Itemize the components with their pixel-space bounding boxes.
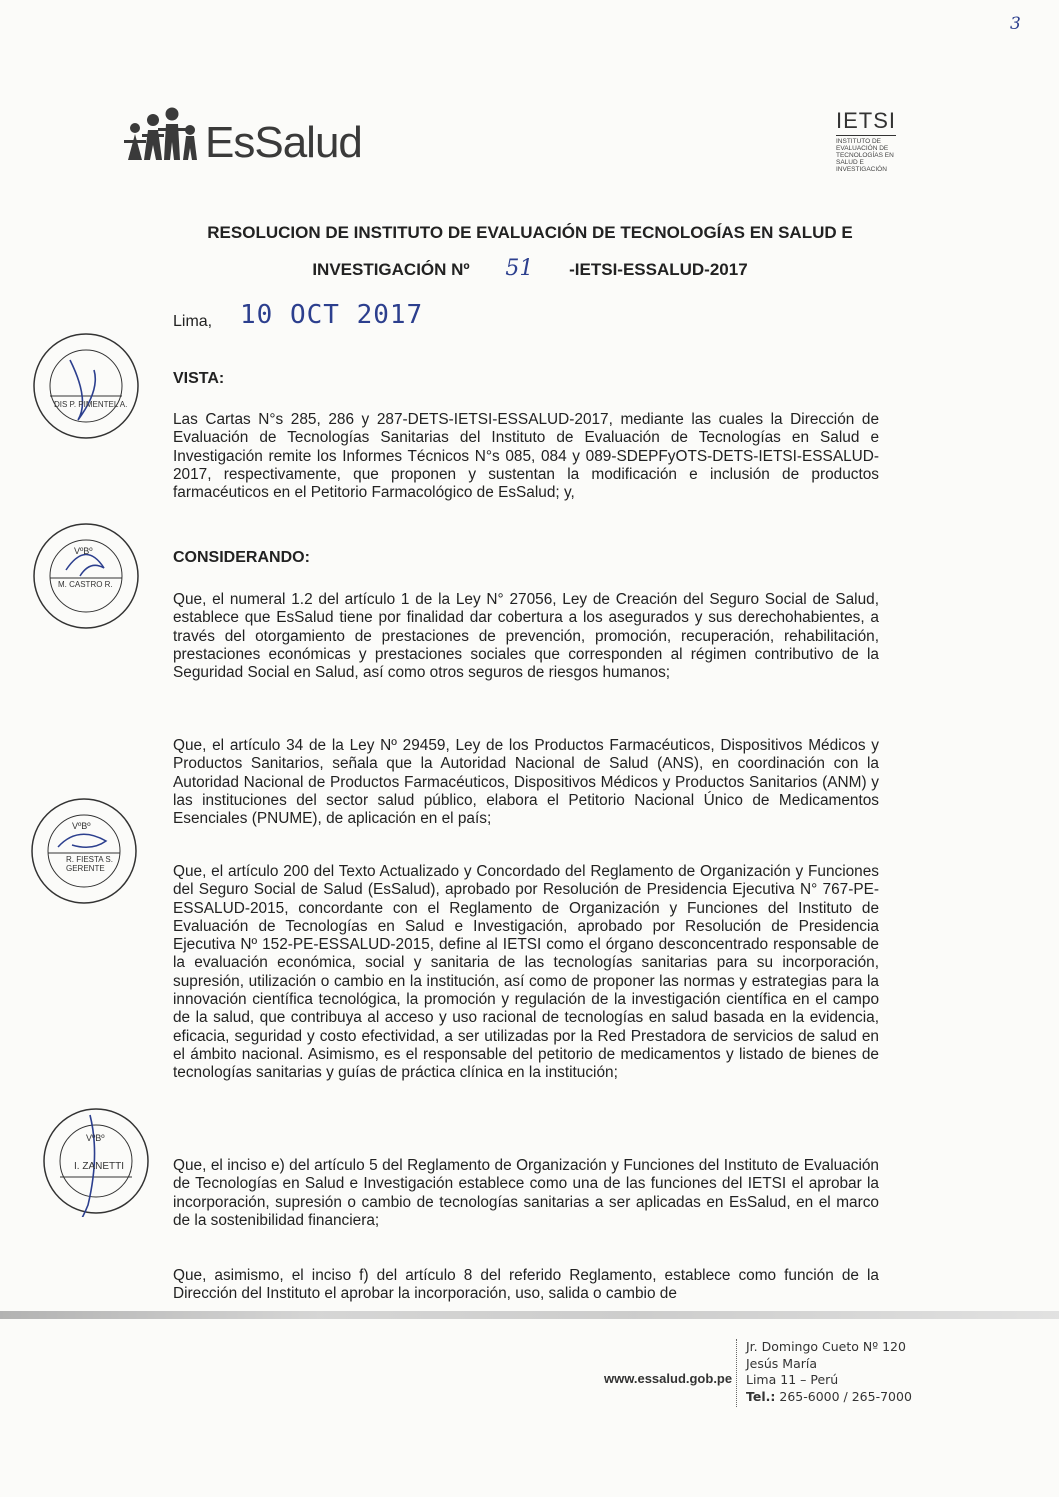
resolution-title-line2 <box>130 256 930 281</box>
stamp-castro-label: M. CASTRO R. <box>58 580 113 589</box>
footer-phone-label: Tel.: <box>746 1388 776 1404</box>
resolution-title-suffix: -IETSI-ESSALUD-2017 <box>569 260 748 279</box>
footer-website: www.essalud.gob.pe <box>604 1371 733 1386</box>
stamp-pimentel-label: DIS P. PIMENTEL A. <box>54 400 128 409</box>
footer-separator <box>736 1339 737 1407</box>
stamp-zanetti-label: I. ZANETTI <box>74 1161 124 1172</box>
footer-address-line3: Lima 11 – Perú <box>746 1372 839 1387</box>
footer-phone <box>746 1389 912 1406</box>
ietsi-logo-title: IETSI <box>836 108 896 136</box>
footer-address-line2: Jesús María <box>746 1355 818 1371</box>
stamp-zanetti-vobo: VºBº <box>86 1133 105 1143</box>
considerando-paragraph-2: Que, el artículo 34 de la Ley Nº 29459, Ley de los Productos Farmacéuticos, Dispositivos Médicos y Productos Sanitarios, señala que la Autoridad Nacional de Salud (ANS), en coordinación con la Autoridad Nacional de Productos Farmacéuticos, Dispositivos Médicos y Productos Sanitarios (ANM) y las instituciones del sector salud público, elabora el Petitorio Nacional Único de Medicamentos Esenciales (PNUME), de aplicación en el país; <box>173 737 879 828</box>
essalud-logo-text: EsSalud <box>205 118 362 167</box>
footer-address <box>746 1339 912 1405</box>
stamp-zanetti <box>40 1105 152 1217</box>
footer-phone-number: 265-6000 / 265-7000 <box>779 1388 912 1404</box>
stamp-fiesta <box>28 795 140 907</box>
stamp-fiesta-label: R. FIESTA S. GERENTE <box>66 855 113 873</box>
considerando-heading: CONSIDERANDO: <box>173 549 310 566</box>
vista-heading: VISTA: <box>173 370 225 387</box>
footer-divider <box>0 1311 1059 1319</box>
stamp-pimentel <box>30 330 142 442</box>
family-icon <box>120 100 210 170</box>
page-number: 3 <box>1010 14 1021 34</box>
considerando-paragraph-4: Que, el inciso e) del artículo 5 del Reglamento de Organización y Funciones del Instituto de Evaluación de Tecnologías en Salud e Investigación establece como una de las funciones del IETSI el aprobar la incorporación, supresión o cambio de tecnologías sanitarias a ser aplicadas en EsSalud, en el marco de la sostenibilidad financiera; <box>173 1157 879 1229</box>
resolution-title-line1: RESOLUCION DE INSTITUTO DE EVALUACIÓN DE TECNOLOGÍAS EN SALUD E <box>207 223 853 242</box>
resolution-number: 51 <box>505 256 534 281</box>
date-stamp: 10 OCT 2017 <box>240 300 424 330</box>
considerando-paragraph-5: Que, asimismo, el inciso f) del artículo 8 del referido Reglamento, establece como función de la Dirección del Instituto el aprobar la incorporación, uso, salida o cambio de <box>173 1267 879 1303</box>
ietsi-logo-subtitle: INSTITUTO DE EVALUACIÓN DE TECNOLOGÍAS EN SALUD E INVESTIGACIÓN <box>836 138 894 173</box>
stamp-castro-vobo: VºBº <box>74 546 93 556</box>
footer-address-line1: Jr. Domingo Cueto Nº 120 <box>746 1339 906 1354</box>
stamp-fiesta-vobo: VºBº <box>72 821 91 831</box>
place-label: Lima, <box>173 313 213 330</box>
stamp-castro <box>30 520 142 632</box>
considerando-paragraph-1: Que, el numeral 1.2 del artículo 1 de la Ley N° 27056, Ley de Creación del Seguro Social de Salud, establece que EsSalud tiene por finalidad dar cobertura a los asegurados y sus derechohabientes, a través del otorgamiento de prestaciones de prevención, promoción, recuperación, rehabilitación, prestaciones económicas y prestaciones sociales que corresponden al régimen contributivo de la Seguridad Social en Salud, así como otros seguros de riesgos humanos; <box>173 591 879 682</box>
ietsi-logo <box>836 108 926 178</box>
considerando-paragraph-3: Que, el artículo 200 del Texto Actualizado y Concordado del Reglamento de Organización y Funciones del Seguro Social de Salud (EsSalud), aprobado por Resolución de Presidencia Ejecutiva N° 767-PE-ESSALUD-2015, concordante con el Reglamento de Organización y Funciones del Instituto de Evaluación de Tecnologías en Salud e Investigación, aprobado por Resolución de Presidencia Ejecutiva Nº 152-PE-ESSALUD-2015, define al IETSI como el órgano desconcentrado responsable de la evaluación económica, social y sanitaria de las tecnologías sanitarias para su incorporación, supresión, utilización o cambio en la institución, así como de proponer las normas y estrategias para la innovación científica tecnológica, la promoción y regulación de la investigación científica en el campo de la salud, que contribuya al acceso y uso racional de tecnologías en salud basada en la evidencia, eficacia, seguridad y costo efectividad, a ser utilizadas por la Red Prestadora de servicios de salud en el ámbito nacional. Asimismo, es el responsable del petitorio de medicamentos y listado de bienes de tecnologías sanitarias y guías de práctica clínica en la institución; <box>173 863 879 1082</box>
vista-paragraph: Las Cartas N°s 285, 286 y 287-DETS-IETSI-ESSALUD-2017, mediante las cuales la Dirección de Evaluación de Tecnologías Sanitarias del Instituto de Evaluación de Tecnologías en Salud e Investigación remite los Informes Técnicos N°s 085, 084 y 089-SDEPFyOTS-DETS-IETSI-ESSALUD-2017, respectivamente, que proponen y sustentan la modificación e inclusión de productos farmacéuticos en el Petitorio Farmacológico de EsSalud; y, <box>173 411 879 502</box>
resolution-title-prefix: INVESTIGACIÓN Nº <box>312 260 470 279</box>
